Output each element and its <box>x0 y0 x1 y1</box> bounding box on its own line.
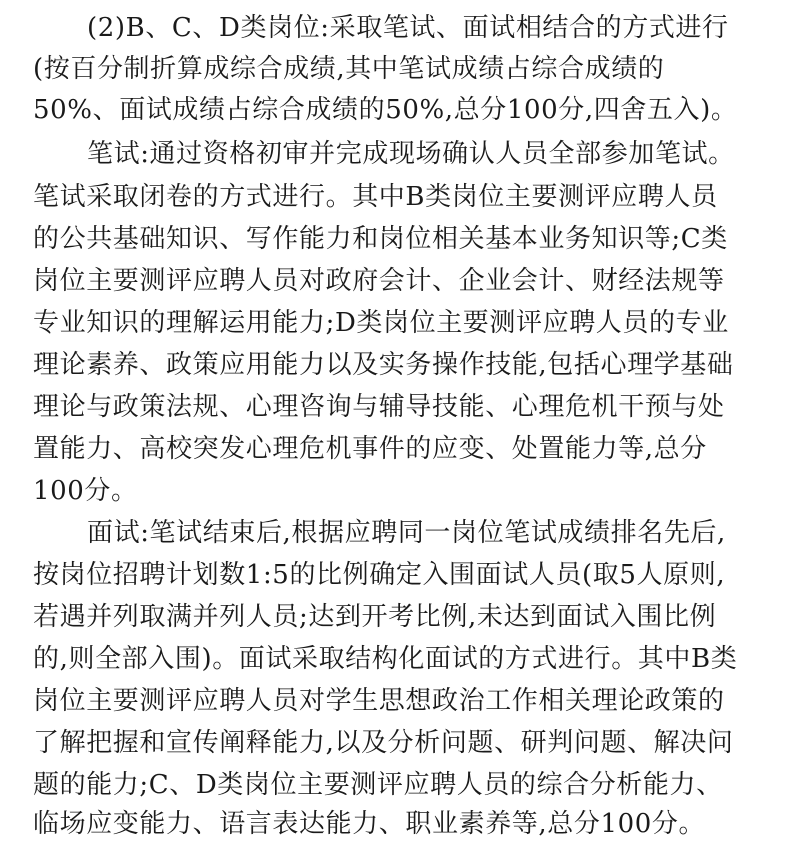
paragraph-3-line-6: 了解把握和宣传阐释能力,以及分析问题、研判问题、解决问 <box>33 728 734 758</box>
paragraph-2-line-8: 置能力、高校突发心理危机事件的应变、处置能力等,总分 <box>33 434 707 464</box>
paragraph-1-line-3: 50%、面试成绩占综合成绩的50%,总分100分,四舍五入)。 <box>33 95 738 125</box>
paragraph-3-line-1: 面试:笔试结束后,根据应聘同一岗位笔试成绩排名先后, <box>87 518 726 548</box>
paragraph-3-line-4: 的,则全部入围)。面试采取结构化面试的方式进行。其中B类 <box>33 644 738 674</box>
paragraph-2-line-1: 笔试:通过资格初审并完成现场确认人员全部参加笔试。 <box>87 139 735 169</box>
paragraph-2-line-6: 理论素养、政策应用能力以及实务操作技能,包括心理学基础 <box>33 350 734 380</box>
paragraph-3-line-5: 岗位主要测评应聘人员对学生思想政治工作相关理论政策的 <box>33 686 725 716</box>
paragraph-2-line-5: 专业知识的理解运用能力;D类岗位主要测评应聘人员的专业 <box>33 308 729 338</box>
paragraph-2-line-4: 岗位主要测评应聘人员对政府会计、企业会计、财经法规等 <box>33 266 725 296</box>
paragraph-3-line-2: 按岗位招聘计划数1:5的比例确定入围面试人员(取5人原则, <box>33 560 726 590</box>
paragraph-2-line-9: 100分。 <box>33 476 138 506</box>
paragraph-1-line-2: (按百分制折算成综合成绩,其中笔试成绩占综合成绩的 <box>33 54 665 84</box>
paragraph-1-line-1: (2)B、C、D类岗位:采取笔试、面试相结合的方式进行 <box>87 13 729 43</box>
paragraph-3-line-7: 题的能力;C、D类岗位主要测评应聘人员的综合分析能力、 <box>33 770 723 800</box>
paragraph-2-line-7: 理论与政策法规、心理咨询与辅导技能、心理危机干预与处 <box>33 392 725 422</box>
paragraph-3-line-8: 临场应变能力、语言表达能力、职业素养等,总分100分。 <box>33 809 706 839</box>
paragraph-3-line-3: 若遇并列取满并列人员;达到开考比例,未达到面试入围比例 <box>33 602 717 632</box>
paragraph-2-line-3: 的公共基础知识、写作能力和岗位相关基本业务知识等;C类 <box>33 224 728 254</box>
paragraph-2-line-2: 笔试采取闭卷的方式进行。其中B类岗位主要测评应聘人员 <box>33 182 718 212</box>
